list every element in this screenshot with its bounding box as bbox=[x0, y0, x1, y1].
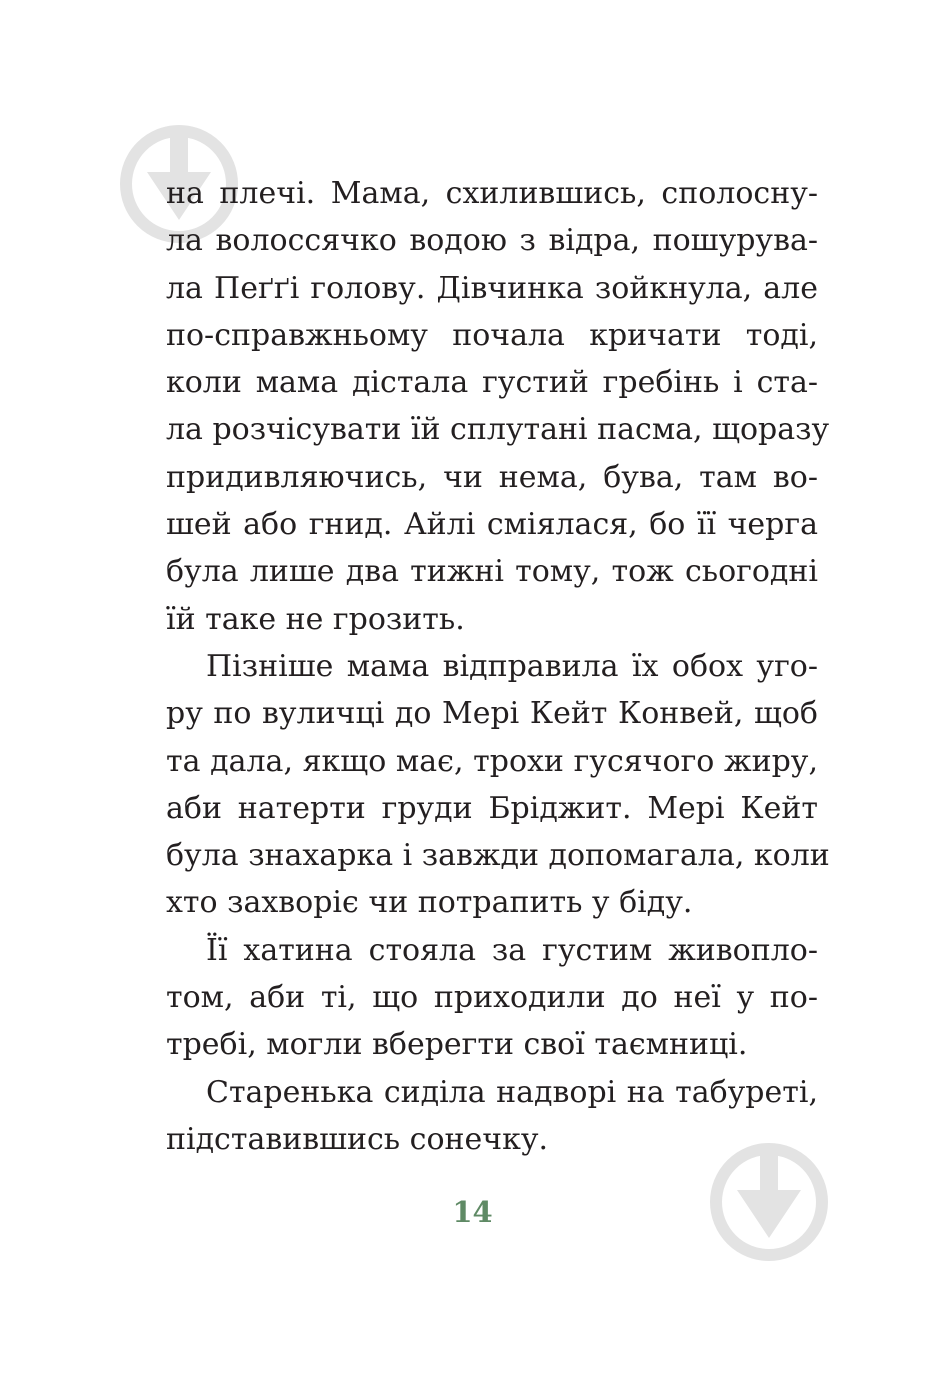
text-line: ру по вуличці до Мері Кейт Конвей, щоб bbox=[166, 696, 818, 732]
text-line: шей або гнид. Айлі сміялася, бо її черга bbox=[166, 507, 818, 543]
text-line: ла Пеґґі голову. Дівчинка зойкнула, але bbox=[166, 270, 818, 306]
text-line: Пізніше мама відправила їх обох уго- bbox=[206, 648, 818, 684]
text-line: требі, могли вберегти свої таємниці. bbox=[166, 1027, 748, 1063]
body-text bbox=[166, 170, 830, 1163]
text-line: аби натерти груди Бріджит. Мері Кейт bbox=[166, 790, 818, 826]
text-line: придивляючись, чи нема, бува, там во- bbox=[166, 459, 818, 495]
text-line: на плечі. Мама, схилившись, сполосну- bbox=[166, 176, 818, 211]
text-line: Її хатина стояла за густим живопло- bbox=[206, 932, 818, 968]
text-line: підставившись сонечку. bbox=[166, 1121, 549, 1157]
text-line: коли мама дістала густий гребінь і ста- bbox=[166, 365, 818, 401]
text-line: том, аби ті, що приходили до неї у по- bbox=[166, 980, 818, 1016]
page-number: 14 bbox=[452, 1195, 493, 1229]
text-line: Старенька сиділа надворі на табуреті, bbox=[206, 1074, 818, 1110]
text-line: хто захворіє чи потрапить у біду. bbox=[166, 885, 693, 921]
text-line: ла розчісувати їй сплутані пасма, щоразу bbox=[166, 412, 830, 448]
text-line: була знахарка і завжди допомагала, коли bbox=[166, 838, 830, 874]
text-line: по-справжньому почала кричати тоді, bbox=[166, 317, 818, 353]
text-line: ла волоссячко водою з відра, пошурува- bbox=[166, 223, 818, 259]
text-line: їй таке не грозить. bbox=[166, 601, 465, 637]
text-line: та дала, якщо має, трохи гусячого жиру, bbox=[166, 743, 818, 779]
text-line: була лише два тижні тому, тож сьогодні bbox=[166, 554, 818, 590]
